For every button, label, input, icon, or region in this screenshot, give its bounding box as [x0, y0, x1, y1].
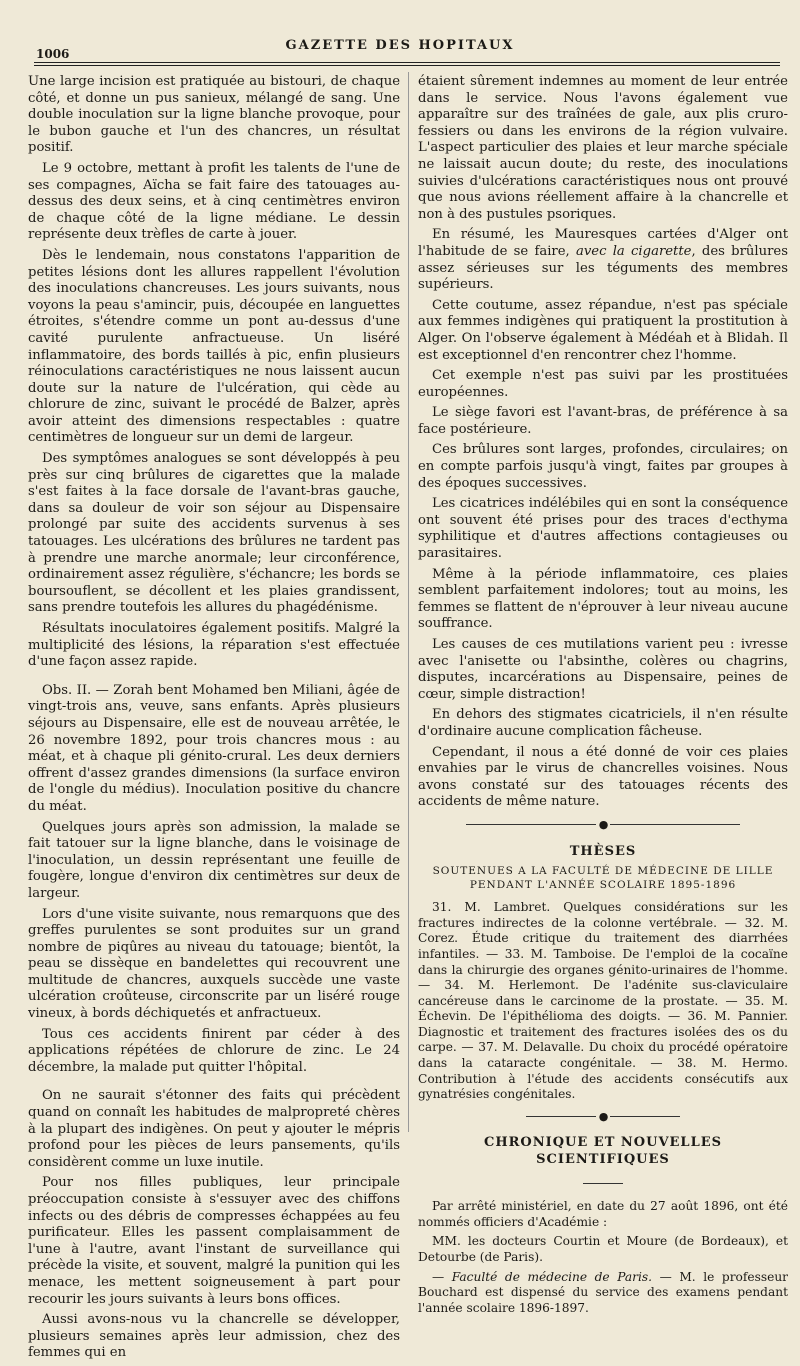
paragraph: Le 9 octobre, mettant à profit les talents de l'une de ses compagnes, Aïcha se fait faire des tatouages au-dessus des deux seins, et à cinq centimètres environ de chaque côté de la ligne médiane. Le dessin représente deux trèfles de carte à jouer.	[28, 160, 400, 243]
paragraph: Pour nos filles publiques, leur principale préoccupation consiste à s'essuyer avec des chiffons infects ou des débris de compresses échappées au feu purificateur. Elles les passent complaisamment de l'une à l'autre, avant l'instant de surveillance qui précède la visite, et souvent, malgré la punition qui les menace, les mettent soigneusement à part pour recourir les jours suivants à leurs bons offices.	[28, 1175, 400, 1307]
theses-list: 31. M. Lambret. Quelques considérations sur les fractures indirectes de la colonne vertébrale. — 32. M. Corez. Étude critique du traitement des diarrhées infantiles. — 33. M. Tamboise. De l'emploi de la cocaïne dans la chirurgie des organes génito-urinaires de l'homme. — 34. M. Herlemont. De l'adénite sus-claviculaire cancéreuse dans le carcinome de la prostate. — 35. M. Échevin. De l'épithélioma des doigts. — 36. M. Pannier. Diagnostic et traitement des fractures isolées des os du carpe. — 37. M. Delavalle. Du choix du procédé opératoire dans la cataracte congénitale. — 38. M. Hermo. Contribution à l'étude des accidents consécutifs aux gynatrésies congénitales.	[418, 900, 788, 1102]
paragraph	[418, 227, 788, 293]
left-column	[28, 74, 400, 1366]
paragraph: MM. les docteurs Courtin et Moure (de Bordeaux), et Detourbe (de Paris).	[418, 1234, 788, 1264]
theses-subheading-line: SOUTENUES A LA FACULTÉ DE MÉDECINE DE LILLE	[432, 865, 774, 878]
paragraph: Par arrêté ministériel, en date du 27 août 1896, ont été nommés officiers d'Académie :	[418, 1199, 788, 1229]
paragraph: On ne saurait s'étonner des faits qui précèdent quand on connaît les habitudes de malpropreté chères à la plupart des indigènes. On peut y ajouter le mépris profond pour les pièces de leurs pansements, qu'ils considèrent comme un luxe inutile.	[28, 1088, 400, 1170]
page-number: 1006	[36, 47, 70, 61]
paragraph: Le siège favori est l'avant-bras, de préférence à sa face postérieure.	[418, 405, 788, 437]
paragraph: Résultats inoculatoires également positifs. Malgré la multiplicité des lésions, la réparation s'est effectuée d'une façon assez rapide.	[28, 621, 400, 670]
chronique-heading: CHRONIQUE ET NOUVELLES SCIENTIFIQUES	[483, 1135, 723, 1168]
italic-text: avec la cigarette	[575, 243, 692, 259]
column-divider	[408, 72, 409, 1132]
theses-subheading	[418, 864, 788, 892]
text: — M. le professeur Bouchard est dispensé du service des examens pendant l'année scolaire 1896-1897.	[418, 1269, 789, 1315]
paragraph: Cet exemple n'est pas suivi par les prostituées européennes.	[418, 368, 788, 400]
paragraph: Cette coutume, assez répandue, n'est pas spéciale aux femmes indigènes qui pratiquent la prostitution à Alger. On l'observe également à Médéah et à Blidah. Il est exceptionnel d'en rencontrer chez l'homme.	[418, 297, 788, 363]
right-column	[418, 74, 788, 1320]
paragraph: Ces brûlures sont larges, profondes, circulaires; on en compte parfois jusqu'à vingt, faites par groupes à des époques successives.	[418, 442, 788, 491]
paragraph: Les cicatrices indélébiles qui en sont la conséquence ont souvent été prises pour des traces d'ecthyma syphilitique et d'autres affections contagieuses ou parasitaires.	[418, 496, 788, 562]
theses-heading: THÈSES	[569, 843, 637, 859]
paragraph: Même à la période inflammatoire, ces plaies semblent parfaitement indolores; tout au moins, les femmes se flattent de n'éprouver à leur niveau aucune souffrance.	[418, 566, 788, 632]
separator-ornament: ●	[418, 817, 788, 834]
paragraph: étaient sûrement indemnes au moment de leur entrée dans le service. Nous l'avons également vue apparaître sur des traînées de gale, aux plis cruro-fessiers ou dans les environs de la région vulvaire. L'aspect particulier des plaies et leur marche spéciale ne laissait aucun doute; du reste, des inoculations suivies d'ulcérations caractéristiques nous ont prouvé que nous avions réellement affaire à la chancrelle et non à des pustules psoriques.	[418, 74, 788, 222]
paragraph: En dehors des stigmates cicatriciels, il n'en résulte d'ordinaire aucune complication fâcheuse.	[418, 707, 788, 739]
separator-ornament: ●	[418, 1109, 788, 1126]
paragraph: Dès le lendemain, nous constatons l'apparition de petites lésions dont les allures rappellent l'évolution des inoculations chancreuses. Les jours suivants, nous voyons la peau s'amincir, puis, découpée en languettes étroites, s'étendre comme un pont au-dessus d'une cavité purulente anfractueuse. Un liséré inflammatoire, des bords taillés à pic, enfin plusieurs réinoculations caractéristiques ne nous laissent aucun doute sur la nature de l'ulcération, qui cède au chlorure de zinc, suivant le procédé de Balzer, après avoir atteint des dimensions respectables : quatre centimètres de longueur sur un demi de largeur.	[28, 247, 400, 446]
paragraph: Une large incision est pratiquée au bistouri, de chaque côté, et donne un pus sanieux, mélangé de sang. Une double inoculation sur la ligne blanche provoque, pour le bubon gauche et l'un des chancres, un résultat positif.	[28, 74, 400, 156]
paragraph: Des symptômes analogues se sont développés à peu près sur cinq brûlures de cigarettes que la malade s'est faites à la face dorsale de l'avant-bras gauche, dans sa douleur de voir son séjour au Dispensaire prolongé par suite des accidents survenus à ses tatouages. Les ulcérations des brûlures ne tardent pas à prendre une marche anormale; leur circonférence, ordinairement assez régulière, s'échancre; les bords se boursouflent, se décollent et les plaies grandissent, sans prendre toutefois les allures du phagédénisme.	[28, 451, 400, 616]
header-rule	[34, 62, 780, 66]
theses-subheading-line: PENDANT L'ANNÉE SCOLAIRE 1895-1896	[469, 879, 737, 892]
paragraph: Tous ces accidents finirent par céder à des applications répétées de chlorure de zinc. Le 24 décembre, la malade put quitter l'hôpital.	[28, 1026, 400, 1075]
paragraph: Aussi avons-nous vu la chancrelle se développer, plusieurs semaines après leur admission, chez des femmes qui en	[28, 1312, 400, 1361]
text: —	[432, 1269, 452, 1284]
paragraph	[418, 1270, 788, 1317]
paragraph: Les causes de ces mutilations varient peu : ivresse avec l'anisette ou l'absinthe, colères ou chagrins, disputes, incarcérations au Dispensaire, peines de cœur, simple distraction!	[418, 637, 788, 702]
italic-text: Faculté de médecine de Paris.	[451, 1269, 652, 1284]
paragraph: Cependant, il nous a été donné de voir ces plaies envahies par le virus de chancrelles voisines. Nous avons constaté sur des tatouages récents des accidents de même nature.	[418, 744, 788, 810]
paragraph: Lors d'une visite suivante, nous remarquons que des greffes purulentes se sont produites sur un grand nombre de piqûres au niveau du tatouage; bientôt, la peau se dissèque en bandelettes qui recouvrent une multitude de chancres, auxquels succède une vaste ulcération croûteuse, circonscrite par un liséré rouge vineux, à bords déchiquetés et anfractueux.	[28, 906, 400, 1022]
paragraph: Quelques jours après son admission, la malade se fait tatouer sur la ligne blanche, dans le voisinage de l'inoculation, un dessin représentant une feuille de fougère, longue d'environ dix centimètres sur deux de largeur.	[28, 819, 400, 901]
journal-title: GAZETTE DES HOPITAUX	[285, 38, 515, 53]
short-rule	[418, 1173, 788, 1190]
observation-paragraph: Obs. II. — Zorah bent Mohamed ben Miliani, âgée de vingt-trois ans, veuve, sans enfants. Après plusieurs séjours au Dispensaire, elle est de nouveau arrêtée, le 26 novembre 1892, pour trois chancres mous : au méat, et à chaque pli génito-crural. Les deux derniers offrent d'assez grandes dimensions (la surface environ de l'ongle du médius). Inoculation positive du chancre du méat.	[28, 682, 400, 814]
text: En résumé, les Mauresques cartées d'Alger ont l'habitude de se faire,	[418, 227, 788, 259]
text: , des brûlures assez sérieuses sur les téguments des membres supérieurs.	[418, 243, 788, 293]
